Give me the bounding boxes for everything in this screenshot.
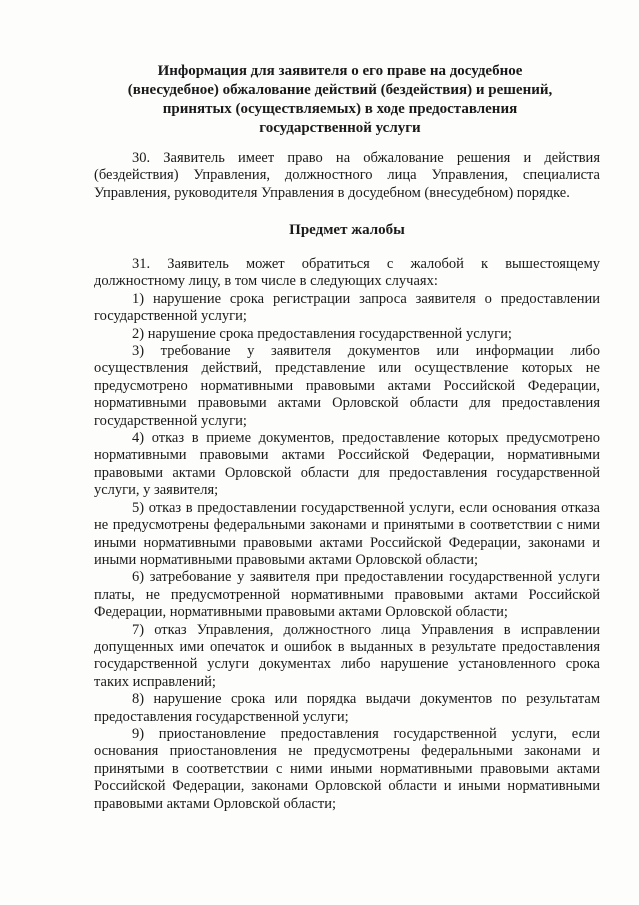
paragraph-31-intro: 31. Заявитель может обратиться с жалобой к вышестоящему должностному лицу, в том числе в следующих случаях: <box>94 256 600 290</box>
paragraph-31 <box>94 256 600 813</box>
list-item: 5) отказ в предоставлении государственной услуги, если основания отказа не предусмотрены федеральными законами и принятыми в соответствии с ними иными нормативными правовыми актами Российской Федерации, законами и иными нормативными правовыми актами Орловской области; <box>94 499 600 568</box>
subheading-complaint-subject: Предмет жалобы <box>289 222 405 238</box>
heading-line: (внесудебное) обжалование действий (бездействия) и решений, <box>127 82 553 98</box>
list-item: 2) нарушение срока предоставления государственной услуги; <box>132 325 512 342</box>
list-item: 1) нарушение срока регистрации запроса заявителя о предоставлении государственной услуги; <box>94 290 600 325</box>
paragraph-30: 30. Заявитель имеет право на обжалование решения и действия (бездействия) Управления, должностного лица Управления, специалиста Управления, руководителя Управления в досудебном (внесудебном) порядке. <box>94 150 600 201</box>
complaint-cases-list <box>94 291 600 813</box>
list-item: 3) требование у заявителя документов или информации либо осуществления действий, представление или осуществление которых не предусмотрено нормативными правовыми актами Российской Федерации, нормативными правовыми актами Орловской области для предоставления государственной услуги; <box>94 343 600 429</box>
list-item: 6) затребование у заявителя при предоставлении государственной услуги платы, не предусмотренной нормативными правовыми актами Российской Федерации, нормативными правовыми актами Орловской области; <box>94 569 600 621</box>
list-item: 4) отказ в приеме документов, предоставление которых предусмотрено нормативными правовыми актами Российской Федерации, нормативными правовыми актами Орловской области для предоставления государственной услуги, у заявителя; <box>94 430 600 499</box>
list-item: 8) нарушение срока или порядка выдачи документов по результатам предоставления государственной услуги; <box>94 691 600 725</box>
heading-line: принятых (осуществляемых) в ходе предоставления <box>162 101 518 117</box>
list-item: 9) приостановление предоставления государственной услуги, если основания приостановления не предусмотрены федеральными законами и принятыми в соответствии с ними иными нормативными правовыми актами Российской Федерации, законами Орловской области и иными нормативными правовыми актами Орловской области; <box>94 725 600 812</box>
list-item: 7) отказ Управления, должностного лица Управления в исправлении допущенных ими опечаток и ошибок в выданных в результате предоставления государственной услуги документах либо нарушение установленного срока таких исправлений; <box>94 621 600 690</box>
heading-line: Информация для заявителя о его праве на досудебное <box>157 63 523 79</box>
heading-line: государственной услуги <box>259 120 421 136</box>
document-heading <box>60 62 620 138</box>
